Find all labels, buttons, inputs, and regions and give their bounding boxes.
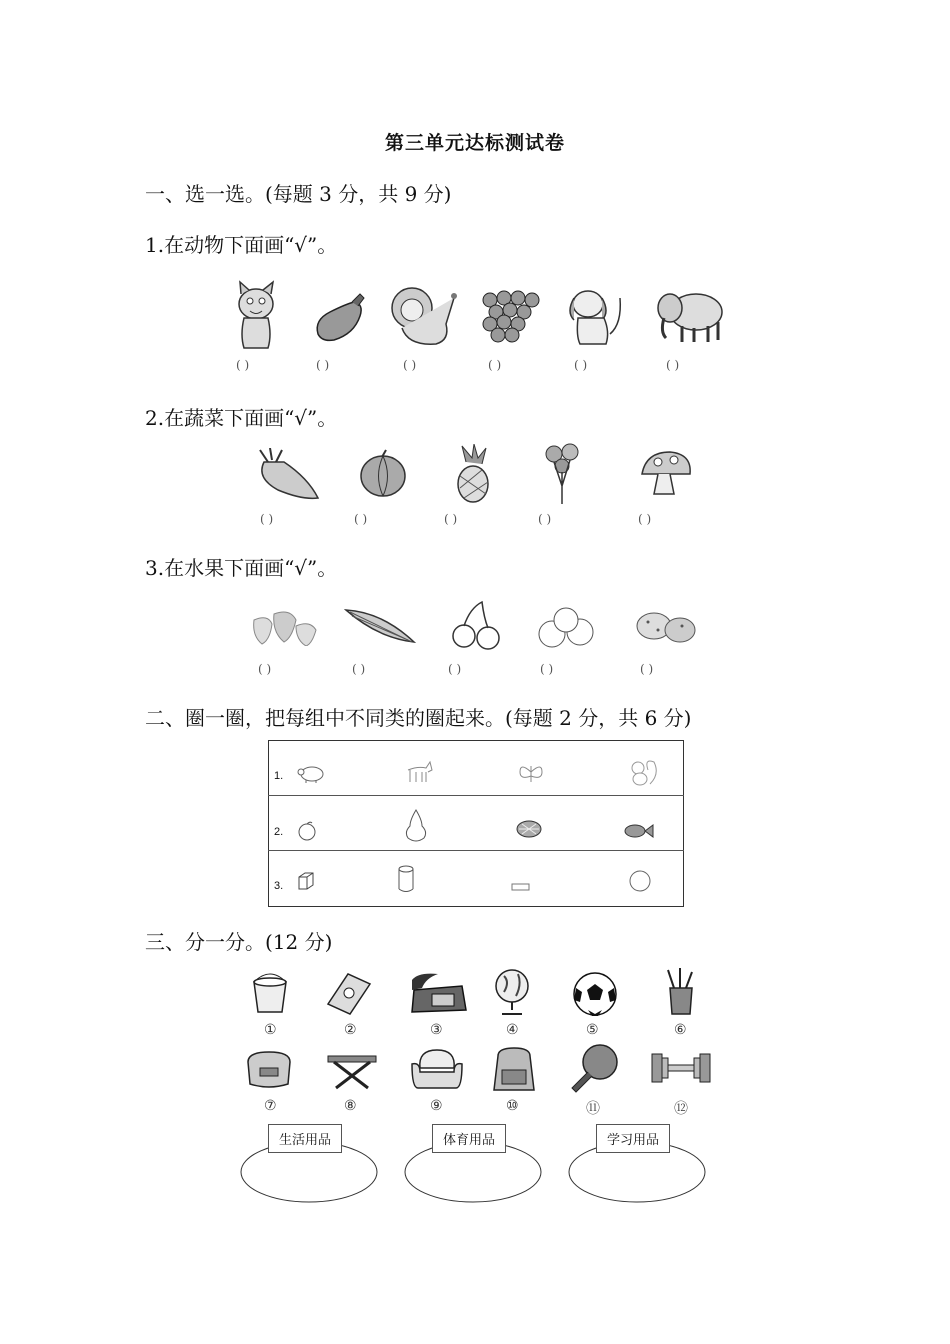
watermelon-icon[interactable] [514,818,544,840]
item-number-1: ① [264,1022,277,1038]
section1-heading: 一、选一选。(每题 3 分，共 9 分) [145,182,452,206]
item-number-9: ⑨ [430,1098,443,1114]
q1-answer-3[interactable]: ( ) [403,358,417,372]
item-number-4: ④ [506,1022,519,1038]
q3-answer-4[interactable]: ( ) [540,662,554,676]
item-number-12: ⑫ [674,1101,688,1117]
rectangle-icon[interactable] [510,882,532,892]
category-label-sports: 体育用品 [432,1124,506,1153]
elephant-icon [654,286,728,346]
sheep-icon[interactable] [296,764,326,784]
pear-icon[interactable] [402,806,430,844]
table-row [269,741,684,796]
strawberries-icon [250,604,320,646]
telephone-icon [408,970,468,1016]
q3-answer-2[interactable]: ( ) [352,662,366,676]
q1-answer-5[interactable]: ( ) [574,358,588,372]
q2-answer-5[interactable]: ( ) [638,512,652,526]
grapes-icon [478,288,544,346]
q2-answer-3[interactable]: ( ) [444,512,458,526]
q1-answer-2[interactable]: ( ) [316,358,330,372]
dumbbell-icon [646,1048,716,1088]
item-number-7: ⑦ [264,1098,277,1114]
q1-answer-1[interactable]: ( ) [236,358,250,372]
row-label-1: 1. [274,770,284,782]
rice-cooker-icon [242,1046,296,1092]
corn-icon [342,602,418,648]
section2-heading: 二、圈一圈，把每组中不同类的圈起来。(每题 2 分，共 6 分) [145,706,692,730]
pen-holder-icon [662,966,698,1018]
q1-answer-4[interactable]: ( ) [488,358,502,372]
item-number-10: ⑩ [506,1098,519,1114]
backpack-icon [486,1044,542,1094]
category-label-daily: 生活用品 [268,1124,342,1153]
mushroom-icon [638,448,694,500]
flowers-icon [540,442,584,506]
horse-icon[interactable] [404,758,434,786]
q2-answer-2[interactable]: ( ) [354,512,368,526]
cherries-icon [448,600,504,650]
page-title: 第三单元达标测试卷 [384,132,565,154]
q2-text: 2.在蔬菜下面画“√”。 [145,406,338,430]
table-row [269,851,684,907]
apples-icon [534,602,602,650]
bucket-icon [248,972,292,1016]
globe-icon [490,966,536,1018]
dog-icon [566,284,630,348]
item-number-6: ⑥ [674,1022,687,1038]
section3-heading: 三、分一分。(12 分) [145,930,333,954]
item-number-2: ② [344,1022,357,1038]
potatoes-icon [634,604,698,646]
q3-answer-5[interactable]: ( ) [640,662,654,676]
q3-answer-3[interactable]: ( ) [448,662,462,676]
pineapple-icon [452,444,494,504]
q2-answer-4[interactable]: ( ) [538,512,552,526]
book-icon [324,970,374,1018]
category-label-study: 学习用品 [596,1124,670,1153]
lion-icon [388,284,458,348]
item-number-3: ③ [430,1022,443,1038]
pumpkin-icon [356,448,410,500]
squirrel-icon[interactable] [626,756,660,788]
cat-icon [232,280,282,352]
item-number-5: ⑤ [586,1022,599,1038]
q3-answer-1[interactable]: ( ) [258,662,272,676]
item-number-8: ⑧ [344,1098,357,1114]
q1-text: 1.在动物下面画“√”。 [145,233,338,257]
q3-text: 3.在水果下面画“√”。 [145,556,338,580]
cylinder-icon[interactable] [396,864,416,894]
folding-stool-icon [324,1050,380,1092]
item-number-11: ⑪ [586,1101,600,1117]
sofa-icon [408,1046,466,1092]
q1-answer-6[interactable]: ( ) [666,358,680,372]
butterfly-icon[interactable] [516,760,546,786]
peach-icon[interactable] [296,820,318,842]
row-label-2: 2. [274,826,284,838]
circle-icon[interactable] [626,868,654,894]
ping-pong-paddle-icon [566,1042,622,1094]
carrot-icon [254,448,322,502]
row-label-3: 3. [274,880,284,892]
soccer-ball-icon [570,970,620,1018]
fish-icon[interactable] [622,822,656,840]
q2-answer-1[interactable]: ( ) [260,512,274,526]
cube-icon[interactable] [296,870,316,892]
eggplant-icon [312,290,368,346]
